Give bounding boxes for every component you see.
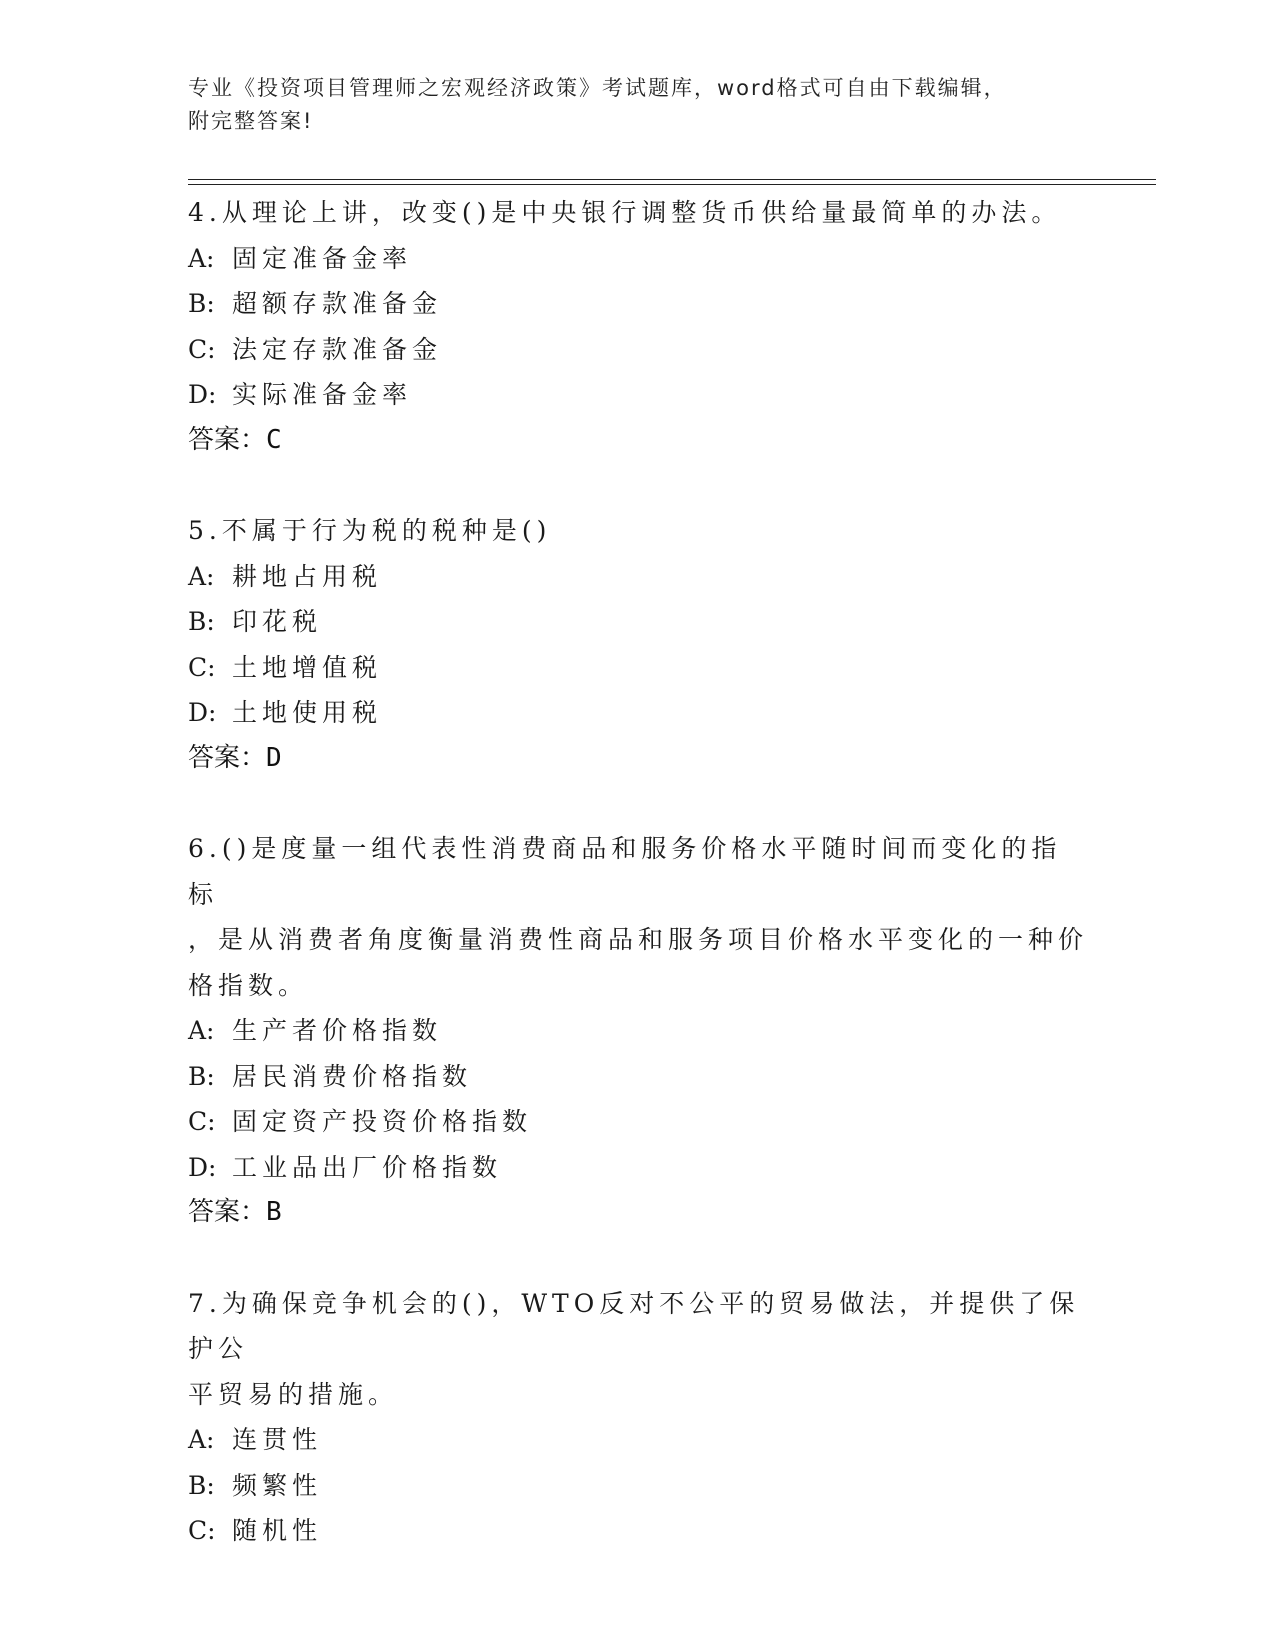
option-letter: C:: [188, 652, 216, 682]
option-text: 固定资产投资价格指数: [232, 1107, 533, 1136]
option-text: 实际准备金率: [232, 380, 413, 409]
option-letter: C:: [188, 334, 216, 364]
option-text: 法定存款准备金: [232, 334, 443, 364]
option-a: [188, 236, 1088, 282]
question-text-line: 6.()是度量一组代表性消费商品和服务价格水平随时间而变化的指标: [188, 834, 1062, 909]
option-d: [188, 1145, 1088, 1191]
option-text: 工业品出厂价格指数: [232, 1152, 503, 1182]
question-4: [188, 190, 1088, 463]
option-text: 土地使用税: [232, 698, 383, 727]
question-text-line: ，是从消费者角度衡量消费性商品和服务项目价格水平变化的一种价: [188, 925, 1089, 954]
option-text: 土地增值税: [232, 652, 383, 682]
option-letter: C:: [188, 1107, 216, 1136]
option-b: [188, 1054, 1088, 1100]
option-d: [188, 372, 1088, 418]
header-divider-bottom: [188, 184, 1156, 185]
option-c: [188, 327, 1088, 373]
option-text: 连贯性: [232, 1425, 323, 1454]
option-letter: B:: [188, 289, 215, 318]
header-line-1: 专业《投资项目管理师之宏观经济政策》考试题库，word格式可自由下载编辑，: [188, 76, 1007, 100]
header-line-2: 附完整答案!: [188, 109, 314, 133]
option-text: 随机性: [232, 1516, 323, 1545]
option-b: [188, 281, 1088, 327]
option-text: 频繁性: [232, 1470, 323, 1500]
header-divider-top: [188, 179, 1156, 180]
option-letter: D:: [188, 380, 217, 409]
option-letter: B:: [188, 1061, 215, 1091]
question-text-line: 格指数。: [188, 970, 309, 1000]
question-5: [188, 508, 1088, 781]
option-letter: A:: [188, 1016, 215, 1045]
question-list: [188, 190, 1088, 1599]
option-a: [188, 1417, 1088, 1463]
option-letter: C:: [188, 1516, 216, 1545]
option-letter: A:: [188, 243, 215, 273]
option-b: [188, 599, 1088, 645]
option-text: 耕地占用税: [232, 561, 383, 591]
question-text-line: 平贸易的措施。: [188, 1379, 399, 1409]
option-b: [188, 1463, 1088, 1509]
option-d: [188, 690, 1088, 736]
option-letter: A:: [188, 561, 215, 591]
question-text: 5.不属于行为税的税种是(): [188, 516, 552, 545]
option-letter: D:: [188, 1152, 217, 1182]
option-text: 超额存款准备金: [232, 289, 443, 318]
option-c: [188, 1508, 1088, 1554]
option-letter: D:: [188, 698, 217, 727]
answer-line: 答案：D: [188, 742, 282, 773]
option-text: 印花税: [232, 607, 323, 636]
option-c: [188, 645, 1088, 691]
option-c: [188, 1099, 1088, 1145]
option-letter: B:: [188, 607, 215, 636]
option-text: 居民消费价格指数: [232, 1061, 473, 1091]
question-7: [188, 1281, 1088, 1554]
question-text: 4.从理论上讲，改变()是中央银行调整货币供给量最简单的办法。: [188, 198, 1062, 227]
option-letter: B:: [188, 1470, 215, 1500]
answer-line: 答案：B: [188, 1197, 282, 1227]
option-text: 固定准备金率: [232, 243, 413, 273]
question-6: [188, 826, 1088, 1236]
option-a: [188, 554, 1088, 600]
question-text-line: 7.为确保竞争机会的()，WTO反对不公平的贸易做法，并提供了保护公: [188, 1288, 1080, 1363]
option-text: 生产者价格指数: [232, 1016, 443, 1045]
document-header: [188, 72, 1088, 138]
option-a: [188, 1008, 1088, 1054]
answer-line: 答案：C: [188, 424, 282, 455]
option-letter: A:: [188, 1425, 215, 1454]
